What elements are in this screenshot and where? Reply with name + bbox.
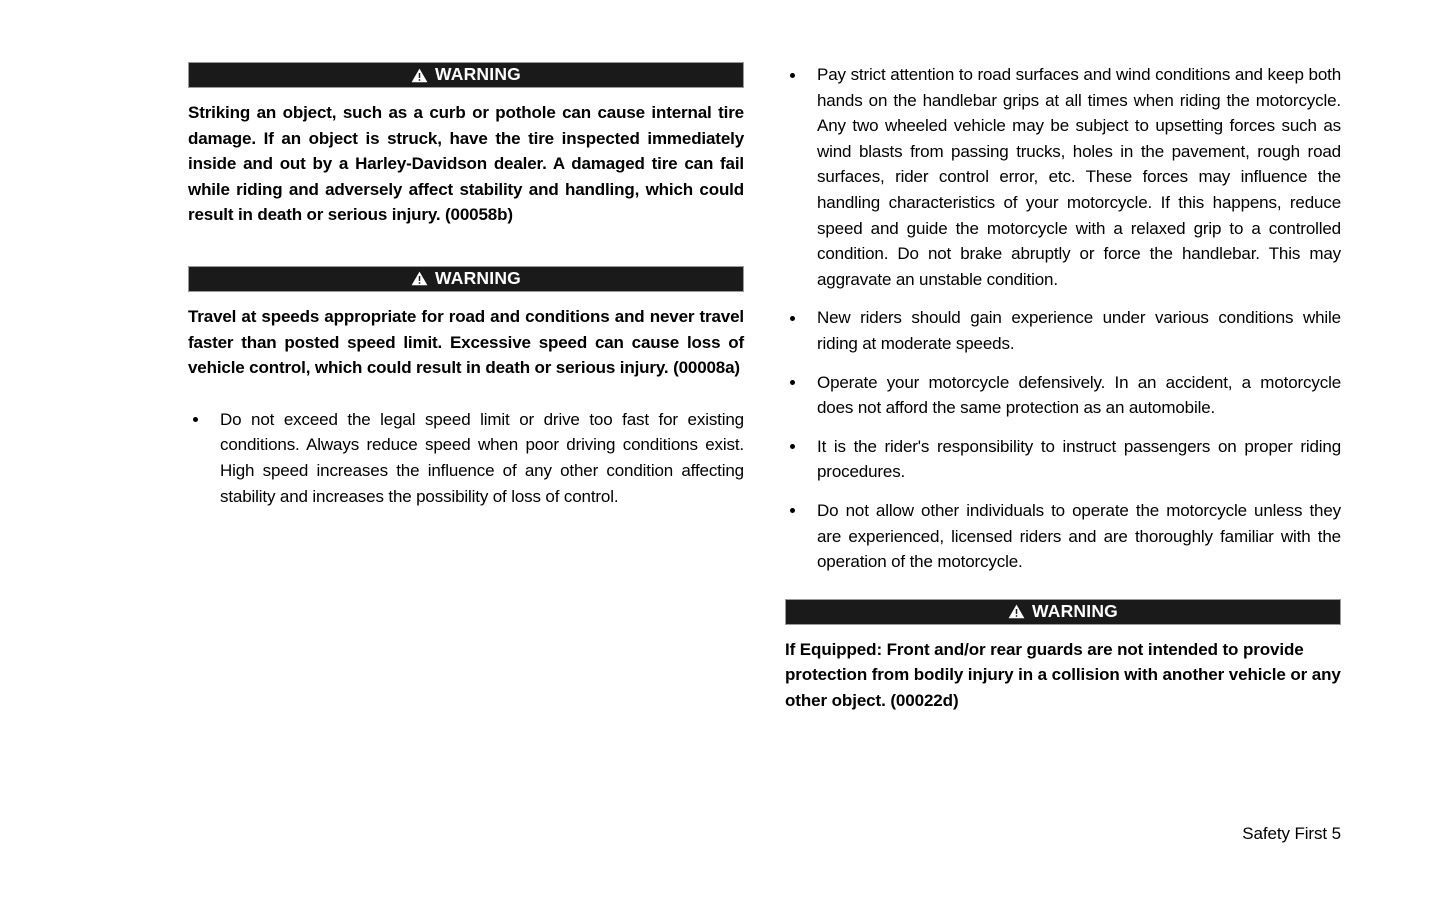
- two-column-layout: [188, 62, 1341, 730]
- right-column: [785, 62, 1341, 730]
- bullet-dot-icon: [790, 73, 795, 78]
- left-column: [188, 62, 744, 730]
- list-item-text: Do not exceed the legal speed limit or drive too fast for existing conditions. Always reduce speed when poor driving conditions exist. High speed increases the influence of any other condition affecting stability and increases the possibility of loss of control.: [220, 409, 744, 506]
- list-item-text: Operate your motorcycle defensively. In an accident, a motorcycle does not afford the same protection as an automobile.: [817, 372, 1341, 418]
- warning-header-bar: [188, 62, 744, 88]
- bullet-dot-icon: [790, 444, 795, 449]
- warning-triangle-icon: [1008, 604, 1025, 619]
- warning-label: WARNING: [1032, 600, 1118, 621]
- warning-header-content: [1008, 600, 1118, 621]
- warning-body-text: Travel at speeds appropriate for road and conditions and never travel faster than posted speed limit. Excessive speed can cause loss of vehicle control, which could result in death or serious injury. (00008a): [188, 306, 744, 378]
- list-item-text: Do not allow other individuals to operate the motorcycle unless they are experienced, licensed riders and are thoroughly familiar with the operation of the motorcycle.: [817, 500, 1341, 572]
- list-item: [785, 305, 1341, 356]
- list-item: [785, 434, 1341, 485]
- list-item: [188, 407, 744, 509]
- list-item-text: It is the rider's responsibility to instruct passengers on proper riding procedures.: [817, 436, 1341, 482]
- warning-label: WARNING: [435, 268, 521, 289]
- warning-label: WARNING: [435, 64, 521, 85]
- warning-block-speed: [188, 266, 744, 381]
- right-bullet-list: [785, 62, 1341, 575]
- warning-triangle-icon: [411, 271, 428, 286]
- list-item: [785, 370, 1341, 421]
- warning-header-content: [411, 66, 521, 84]
- bullet-dot-icon: [790, 316, 795, 321]
- left-bullet-list: [188, 407, 744, 509]
- warning-triangle-icon: [411, 68, 428, 83]
- warning-header-content: [411, 270, 521, 288]
- bullet-dot-icon: [193, 417, 198, 422]
- warning-body-text: If Equipped: Front and/or rear guards are not intended to provide protection from bodily injury in a collision with another vehicle or any other object. (00022d): [785, 639, 1341, 710]
- block-spacer: [188, 245, 744, 266]
- warning-header-bar: [785, 599, 1341, 625]
- bullet-dot-icon: [790, 508, 795, 513]
- warning-body-text: Striking an object, such as a curb or pothole can cause internal tire damage. If an object is struck, have the tire inspected immediately inside and out by a Harley-Davidson dealer. A damaged tire can fail while riding and adversely affect stability and handling, which could result in death or serious injury. (00058b): [188, 103, 744, 225]
- list-item-text: Pay strict attention to road surfaces and wind conditions and keep both hands on the handlebar grips at all times when riding the motorcycle. Any two wheeled vehicle may be subject to upsetting forces such as wind blasts from passing trucks, holes in the pavement, rough road surfaces, rider control error, etc. These forces may influence the handling characteristics of your motorcycle. If this happens, reduce speed and guide the motorcycle with a relaxed grip to a controlled condition. Do not brake abruptly or force the handlebar. This may aggravate an unstable condition.: [817, 65, 1341, 289]
- bullet-dot-icon: [790, 380, 795, 385]
- page-footer-text: Safety First 5: [1242, 824, 1341, 843]
- warning-header-bar: [188, 266, 744, 292]
- list-item: [785, 498, 1341, 575]
- list-item: [785, 62, 1341, 292]
- page-footer: [188, 822, 1341, 846]
- list-item-text: New riders should gain experience under various conditions while riding at moderate speeds.: [817, 308, 1341, 353]
- warning-block-tire-damage: [188, 62, 744, 228]
- warning-block-guards: [785, 599, 1341, 714]
